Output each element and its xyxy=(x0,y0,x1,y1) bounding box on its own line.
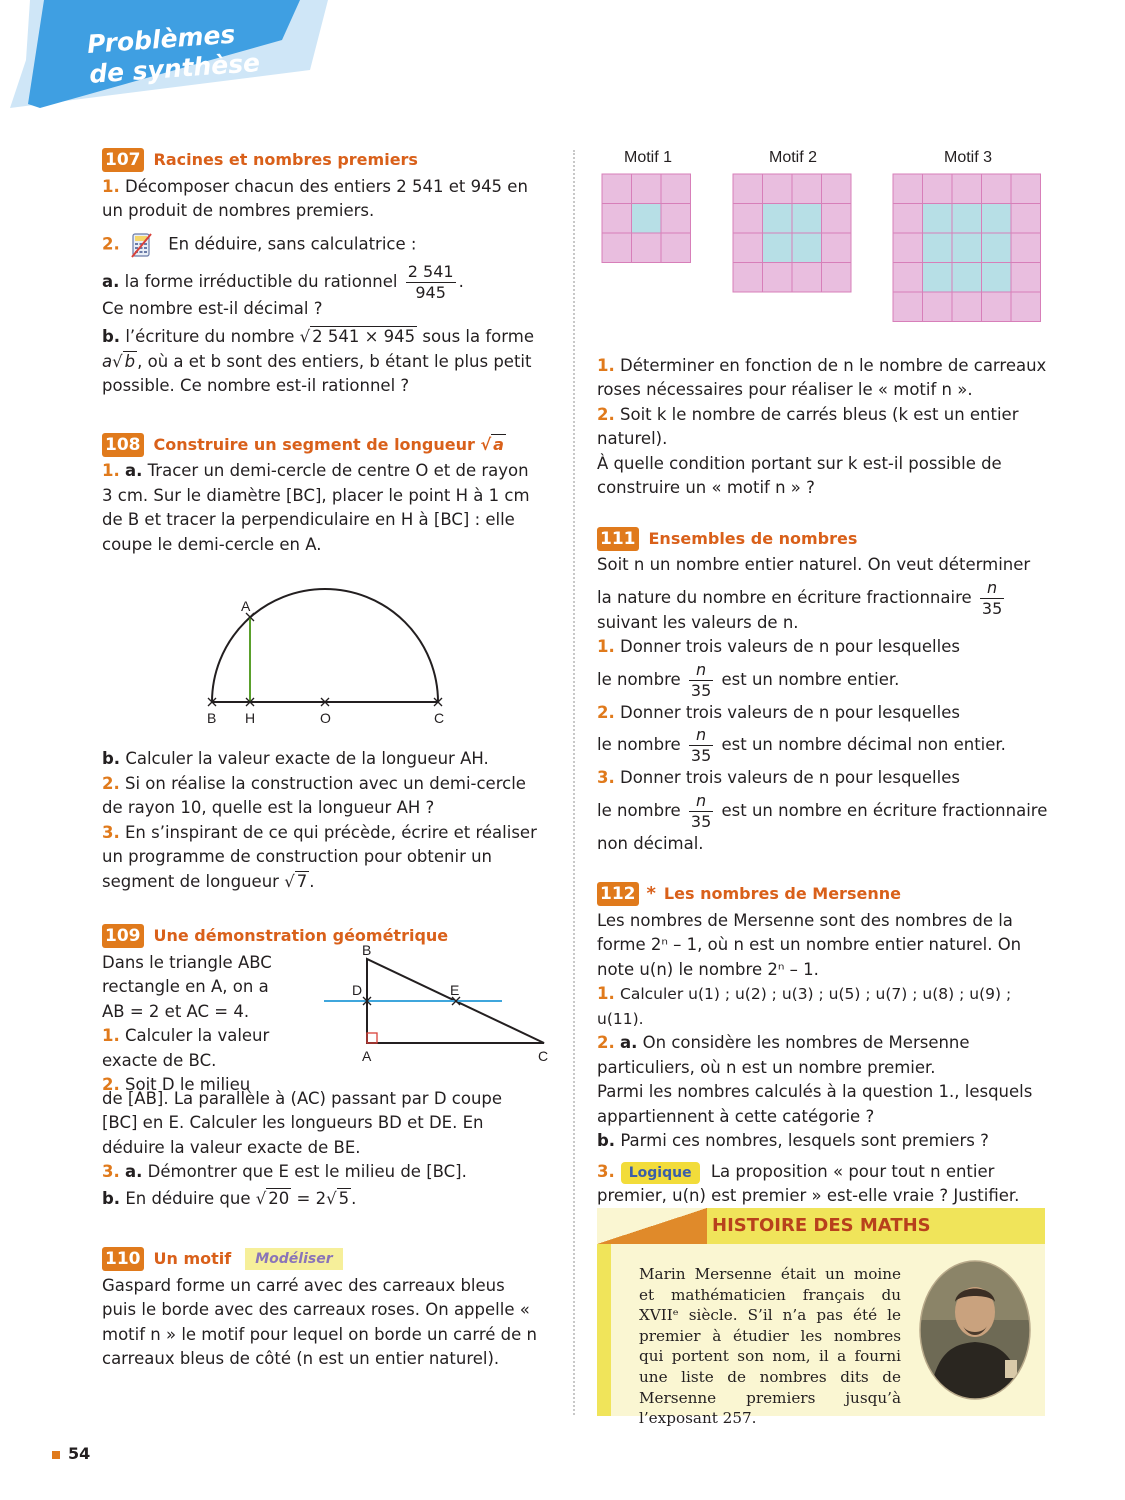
histoire-corner xyxy=(597,1208,707,1244)
blue-tile xyxy=(982,233,1012,263)
blue-tile xyxy=(952,204,982,234)
point-label-C: C xyxy=(434,710,445,726)
question-text: Calculer u(1) ; u(2) ; u(3) ; u(5) ; u(7) ; u(8) ; u(9) ; u(11). xyxy=(597,985,1012,1028)
question-label: 1. xyxy=(102,1026,120,1045)
exercise-title: Construire un segment de longueur √ a xyxy=(153,434,504,454)
intro-text: Les nombres de Mersenne sont des nombres de la forme 2ⁿ – 1, où n est un nombre entier naturel. On note u(n) le nombre 2ⁿ – 1. xyxy=(597,910,1022,979)
question-text: Calculer la valeur exacte de la longueur AH. xyxy=(125,749,489,768)
sub-label: b. xyxy=(102,749,121,768)
question-text: est un nombre en écriture fractionnaire xyxy=(721,800,1048,820)
pink-tile xyxy=(632,174,662,204)
question-text: sous la forme xyxy=(422,327,534,346)
motif-1 xyxy=(602,149,691,263)
pink-tile xyxy=(1011,263,1041,293)
pink-tile xyxy=(763,174,793,204)
pink-tile xyxy=(1011,204,1041,234)
histoire-box xyxy=(597,1208,1045,1428)
question-text: Si on réalise la construction avec un demi-cercle de rayon 10, quelle est la longueur AH ? xyxy=(102,773,526,817)
exercise-title: Un motif xyxy=(153,1249,232,1268)
pink-tile xyxy=(763,263,793,293)
point-label-E: E xyxy=(450,981,460,998)
pink-tile xyxy=(1011,233,1041,263)
question-text: Soit k le nombre de carrés bleus (k est un entier naturel). xyxy=(597,404,1019,448)
skill-tag: Logique xyxy=(621,1162,700,1184)
histoire-title: HISTOIRE DES MATHS xyxy=(707,1208,1045,1244)
question-text: , où a et b sont des entiers, b étant le plus petit possible. Ce nombre est-il rationnel ? xyxy=(102,351,532,395)
point-label-B: B xyxy=(207,710,217,726)
point-label-B: B xyxy=(362,944,372,958)
blue-tile xyxy=(792,204,822,234)
exercise-number: 111 xyxy=(597,527,639,551)
blue-tile xyxy=(952,233,982,263)
question-text: Soit D le milieu xyxy=(125,1075,251,1094)
motif-3 xyxy=(893,149,1041,322)
sub-label: a. xyxy=(125,1162,143,1181)
pink-tile xyxy=(893,292,923,322)
question-text: Calculer la valeur exacte de BC. xyxy=(102,1026,270,1070)
question-text: Parmi ces nombres, lesquels sont premiers ? xyxy=(620,1131,989,1150)
question-text: Déterminer en fonction de n le nombre de carreaux roses nécessaires pour réaliser le « motif n ». xyxy=(597,355,1047,399)
question-label: 3. xyxy=(102,822,120,842)
question-text: non décimal. xyxy=(597,833,704,853)
question-text: le nombre xyxy=(597,800,681,820)
sub-label: a. xyxy=(125,461,143,480)
question-text: le nombre xyxy=(597,735,681,754)
pink-tile xyxy=(923,292,953,322)
question-text: Tracer un demi-cercle de centre O et de rayon 3 cm. Sur le diamètre [BC], placer le point H à 1 cm de B et tracer la perpendiculaire en H à [BC] : elle coupe le demi-cercle en A. xyxy=(102,461,530,554)
point-label-A: A xyxy=(241,598,251,614)
exercise-107: 107 Racines et nombres premiers 1. Décomposer chacun des entiers 2 541 et 945 en un produit de nombres premiers. 2. En déduire, sans calculatrice : a. la forme irréductible du rationnel $\frac{2 541}{945}$ . Ce nombre est-il décimal ? b. l’écriture du nombre √ 2 541 × 945 sous la forme a√ b , où a et b sont des entiers, b étant le plus petit possible. Ce nombre est-il rationnel ? xyxy=(102,150,534,395)
motif-label: Motif 2 xyxy=(768,149,818,166)
question-text: est un nombre entier. xyxy=(721,669,900,689)
exercise-number: 110 xyxy=(102,1247,144,1271)
blue-tile xyxy=(923,233,953,263)
histoire-text: Marin Mersenne était un moine et mathématicien français du XVIIᵉ siècle. S’il n’a pas été le premier à étudier les nombres qui portent son nom, il a fourni une liste de nombres dits de Mersenne premiers jusqu’à l’exposant 257. xyxy=(639,1265,901,1428)
banner-title: Problèmes de synthèse xyxy=(86,19,261,89)
left-column xyxy=(102,148,549,1398)
exercise-title: Racines et nombres premiers xyxy=(153,150,418,169)
point-label-D: D xyxy=(352,981,363,998)
variable: a xyxy=(102,351,113,371)
square-root: √ 7 xyxy=(284,871,308,891)
triangle-figure xyxy=(322,945,552,1075)
exercise-110-questions xyxy=(597,354,1049,501)
question-label: 2. xyxy=(102,234,120,253)
square-root: √ 5 xyxy=(326,1188,350,1208)
blue-tile xyxy=(923,263,953,293)
question-text: de [AB]. La parallèle à (AC) passant par D coupe [BC] en E. Calculer les longueurs BD et DE. En déduire la valeur exacte de BE. xyxy=(102,1088,503,1157)
exercise-text: Gaspard forme un carré avec des carreaux bleus puis le borde avec des carreaux roses. On appelle « motif n » le motif pour lequel on borde un carré de n carreaux bleus de côté (n est un entier naturel). xyxy=(102,1275,537,1368)
pink-tile xyxy=(733,233,763,263)
point-label-O: O xyxy=(320,710,331,726)
right-column xyxy=(597,144,1049,1235)
question-text: Donner trois valeurs de n pour lesquelles xyxy=(620,637,960,656)
blue-tile xyxy=(923,204,953,234)
question-label: 2. xyxy=(597,404,615,424)
exercise-number: 108 xyxy=(102,433,144,457)
exercise-title: Les nombres de Mersenne xyxy=(663,884,901,903)
intro-text: suivant les valeurs de n. xyxy=(597,612,799,632)
blue-tile xyxy=(632,204,662,234)
page-number: 54 xyxy=(52,1444,90,1463)
exercise-title: Ensembles de nombres xyxy=(648,528,858,548)
fraction: $\frac{n}{35}$ xyxy=(981,577,1003,618)
motif-label: Motif 1 xyxy=(623,149,673,166)
exercise-number: 107 xyxy=(102,148,144,172)
no-calculator-icon xyxy=(129,232,155,258)
square-root: √ 20 xyxy=(255,1188,290,1208)
pink-tile xyxy=(893,174,923,204)
question-text: le nombre xyxy=(597,669,681,689)
blue-tile xyxy=(982,263,1012,293)
question-text: Ce nombre est-il décimal ? xyxy=(102,298,323,318)
column-divider xyxy=(573,150,575,1415)
intro-text: Dans le triangle ABC rectangle en A, on a AB = 2 et AC = 4. xyxy=(102,952,272,1021)
pink-tile xyxy=(822,174,852,204)
question-label: 2. xyxy=(597,1033,615,1052)
blue-tile xyxy=(763,233,793,263)
pink-tile xyxy=(632,233,662,263)
motif-2 xyxy=(733,149,851,292)
intro-text: Soit n un nombre entier naturel. On veut déterminer xyxy=(597,555,1031,574)
pink-tile xyxy=(893,204,923,234)
skill-tag: Modéliser xyxy=(245,1248,342,1270)
question-label: 2. xyxy=(102,1075,120,1094)
pink-tile xyxy=(602,233,632,263)
blue-tile xyxy=(792,233,822,263)
question-text: Décomposer chacun des entiers 2 541 et 945 en un produit de nombres premiers. xyxy=(102,176,528,220)
exercise-112 xyxy=(597,882,1049,1209)
motif-label: Motif 3 xyxy=(943,149,993,166)
exercise-number: 109 xyxy=(102,924,144,948)
point-label-H: H xyxy=(245,710,256,726)
pink-tile xyxy=(822,263,852,293)
question-text: est un nombre décimal non entier. xyxy=(721,735,1006,754)
question-text: l’écriture du nombre xyxy=(125,327,295,346)
question-label: 1. xyxy=(597,984,615,1003)
fraction: $\frac{n}{35}$ xyxy=(690,790,712,831)
equation-text: = 2 xyxy=(296,1188,327,1208)
square-root: √ b xyxy=(112,351,136,371)
pink-tile xyxy=(602,174,632,204)
question-text: Parmi les nombres calculés à la question 1., lesquels appartiennent à cette catégorie ? xyxy=(597,1082,1033,1126)
sub-label: a. xyxy=(620,1033,638,1052)
question-label: 2. xyxy=(102,773,120,793)
question-text: En s’inspirant de ce qui précède, écrire et réaliser un programme de construction pour obtenir un segment de longueur xyxy=(102,822,537,891)
question-text: Démontrer que E est le milieu de [BC]. xyxy=(147,1162,467,1181)
sub-label: b. xyxy=(102,327,121,346)
question-label: 3. xyxy=(102,1162,120,1181)
exercise-108: 108 Construire un segment de longueur √ a 1. a. Tracer un demi-cercle de centre O et de rayon 3 cm. Sur le diamètre [BC], placer le point H à 1 cm de B et tracer la perpendiculaire en H à [BC] : elle coupe le demi-cercle en A. A B H O C b. Calculer la valeur exacte de la longueur AH. 2. Si on réalise la construction avec un demi-cercle de rayon 10, quelle est la longueur AH ? 3. En s’inspirant de ce qui précède, écrire et réaliser un programme de construction pour obtenir un segment de longueur √ 7 . xyxy=(102,433,542,895)
pink-tile xyxy=(661,204,691,234)
motifs-figure xyxy=(597,144,1049,336)
semicircle-figure xyxy=(102,557,542,737)
question-label: 1. xyxy=(597,637,615,656)
pink-tile xyxy=(822,233,852,263)
blue-tile xyxy=(982,204,1012,234)
pink-tile xyxy=(822,204,852,234)
pink-tile xyxy=(923,174,953,204)
question-text: En déduire que xyxy=(125,1188,251,1208)
mersenne-portrait xyxy=(919,1260,1031,1400)
pink-tile xyxy=(982,174,1012,204)
pink-tile xyxy=(982,292,1012,322)
sub-label: a. xyxy=(102,271,120,291)
square-root: √ 2 541 × 945 xyxy=(299,327,416,346)
pink-tile xyxy=(602,204,632,234)
intro-text: la nature du nombre en écriture fractionnaire xyxy=(597,587,972,607)
pink-tile xyxy=(952,292,982,322)
exercise-number: 112 xyxy=(597,882,639,906)
pink-tile xyxy=(952,174,982,204)
pink-tile xyxy=(733,204,763,234)
question-text: La proposition « pour tout n entier premier, u(n) est premier » est-elle vraie ? Justifier. xyxy=(597,1161,1020,1205)
sub-label: b. xyxy=(597,1131,616,1150)
pink-tile xyxy=(893,263,923,293)
question-text: Donner trois valeurs de n pour lesquelles xyxy=(620,768,960,787)
question-text: Donner trois valeurs de n pour lesquelles xyxy=(620,702,960,722)
point-label-C: C xyxy=(538,1047,549,1064)
pink-tile xyxy=(661,174,691,204)
exercise-109: 109 Une démonstration géométrique Dans le triangle ABC rectangle en A, on a AB = 2 et AC = 4. 1. Calculer la valeur exacte de BC. 2. Soit D le milieu B D E A C de [AB]. La parallèle à (AC) passant par D coupe [BC] en E. Calculer les longueurs BD et DE. En déduire la valeur exacte de BE. 3. a. Démontrer que E est le milieu de [BC]. b. En déduire que √ 20 = 2√ 5 . xyxy=(102,924,542,1211)
difficulty-star: * xyxy=(646,883,656,904)
question-text: la forme irréductible du rationnel xyxy=(124,271,398,291)
exercise-110 xyxy=(102,1247,542,1372)
question-label: 2. xyxy=(597,702,615,722)
pink-tile xyxy=(661,233,691,263)
fraction: $\frac{2 541}{945}$ xyxy=(407,261,454,302)
blue-tile xyxy=(763,204,793,234)
question-text: À quelle condition portant sur k est-il possible de construire un « motif n » ? xyxy=(597,453,1002,497)
sub-label: b. xyxy=(102,1188,121,1208)
question-label: 1. xyxy=(102,176,120,196)
fraction: $\frac{n}{35}$ xyxy=(690,725,712,765)
question-text: On considère les nombres de Mersenne particuliers, où n est un nombre premier. xyxy=(597,1033,970,1077)
question-label: 1. xyxy=(102,461,120,480)
exercise-111 xyxy=(597,527,1049,857)
question-label: 3. xyxy=(597,1161,615,1181)
pink-tile xyxy=(893,233,923,263)
pink-tile xyxy=(792,174,822,204)
question-text: En déduire, sans calculatrice : xyxy=(168,234,417,253)
pink-tile xyxy=(1011,292,1041,322)
pink-tile xyxy=(792,263,822,293)
question-label: 1. xyxy=(597,355,615,375)
pink-tile xyxy=(733,263,763,293)
pink-tile xyxy=(1011,174,1041,204)
histoire-bar xyxy=(597,1244,611,1416)
question-label: 3. xyxy=(597,768,615,787)
pink-tile xyxy=(733,174,763,204)
point-label-A: A xyxy=(362,1047,372,1064)
fraction: $\frac{n}{35}$ xyxy=(690,659,712,700)
exercise-title: Une démonstration géométrique xyxy=(153,926,449,945)
blue-tile xyxy=(952,263,982,293)
